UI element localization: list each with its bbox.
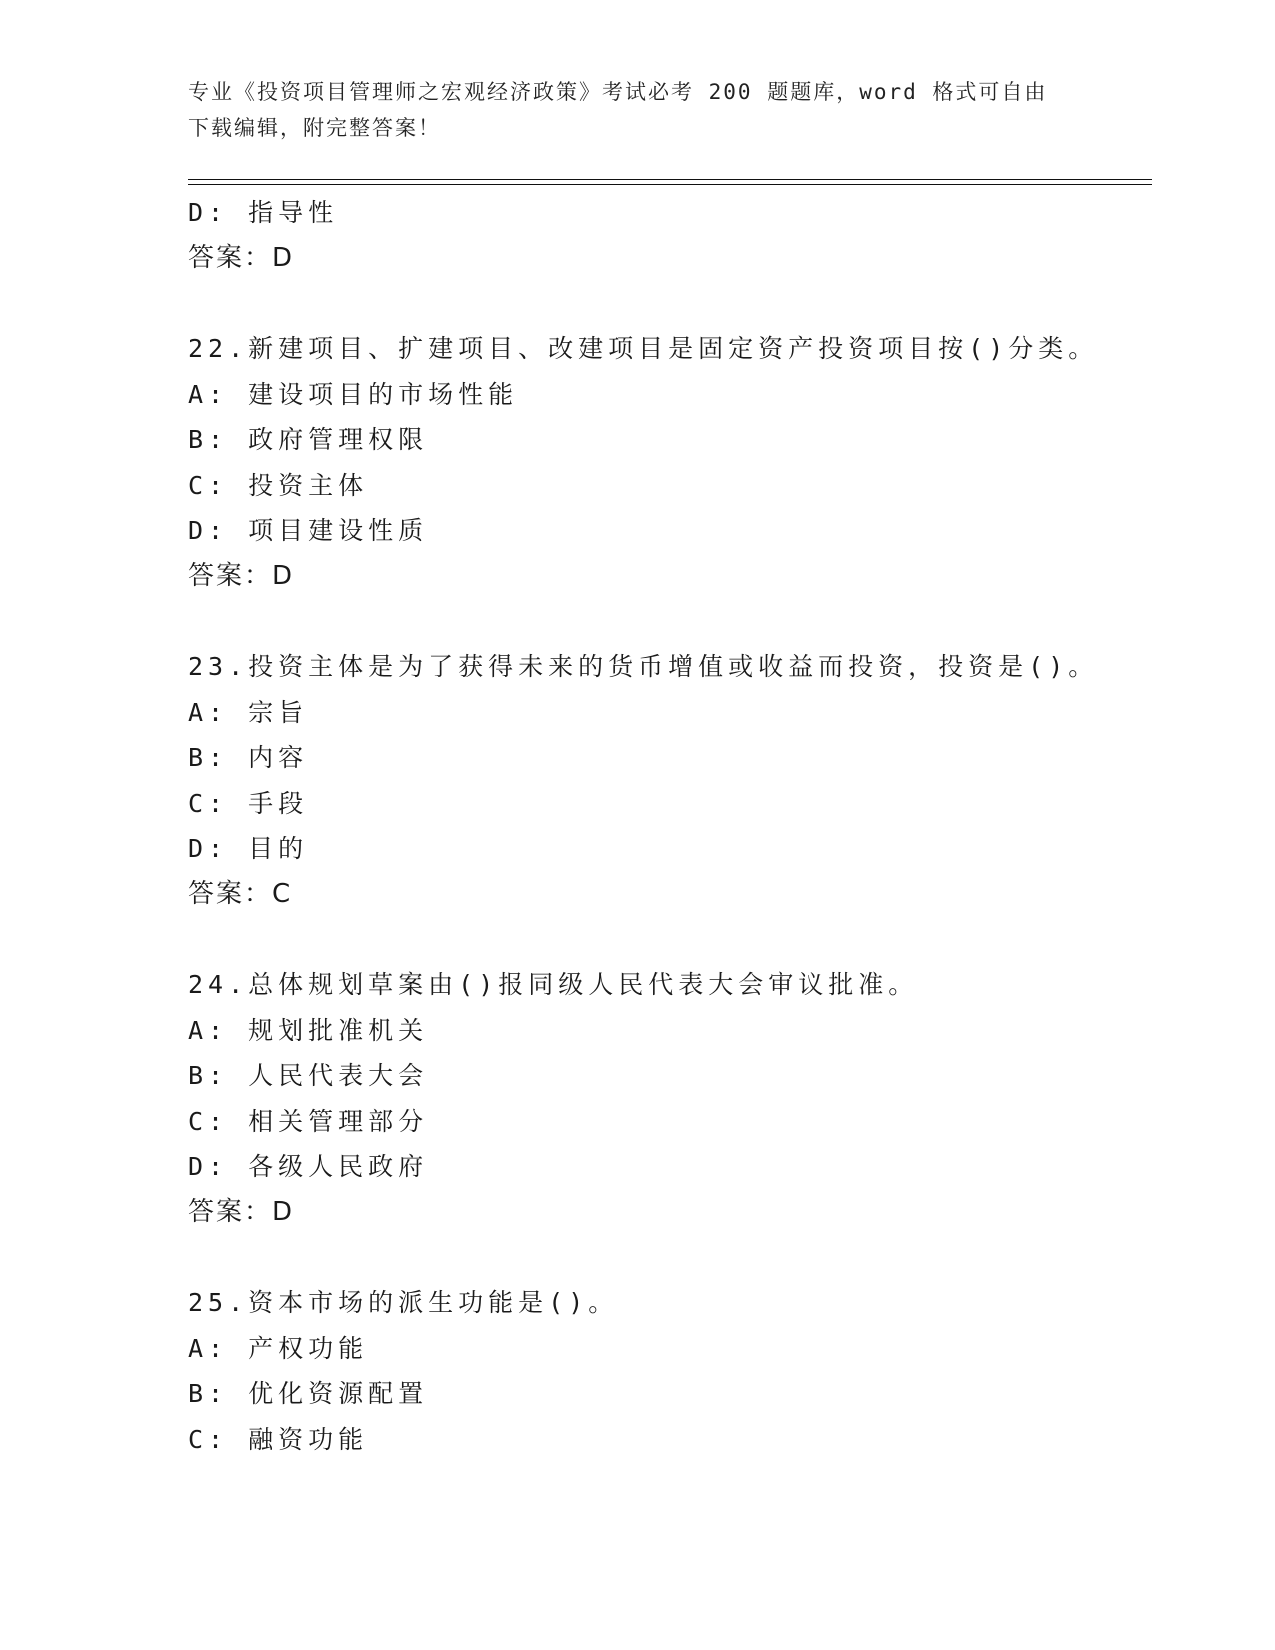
- spacer: [188, 1235, 1148, 1280]
- question-22-option-c: C: 投资主体: [188, 470, 369, 500]
- question-23-option-c: C: 手段: [188, 788, 309, 818]
- question-25-text: 25.资本市场的派生功能是()。: [188, 1288, 619, 1317]
- prev-option-d: D: 指导性: [188, 198, 339, 227]
- question-22-answer: 答案：D: [188, 560, 295, 591]
- question-25-option-a: A: 产权功能: [188, 1333, 369, 1363]
- spacer: [188, 281, 1148, 326]
- header-rule-bottom: [188, 184, 1152, 185]
- question-22-option-b: B: 政府管理权限: [188, 425, 429, 454]
- question-22-option-a: A: 建设项目的市场性能: [188, 379, 519, 409]
- question-22-option-d: D: 项目建设性质: [188, 516, 429, 545]
- question-24-option-a: A: 规划批准机关: [188, 1015, 429, 1045]
- question-24-text: 24.总体规划草案由()报同级人民代表大会审议批准。: [188, 970, 919, 999]
- question-23-option-a: A: 宗旨: [188, 697, 309, 727]
- question-25-option-b: B: 优化资源配置: [188, 1379, 429, 1408]
- question-list: [188, 190, 1148, 1462]
- header-rule-top: [188, 179, 1152, 180]
- question-24-option-c: C: 相关管理部分: [188, 1106, 429, 1136]
- document-header: [188, 74, 1088, 146]
- spacer: [188, 917, 1148, 962]
- spacer: [188, 599, 1148, 644]
- question-24-option-d: D: 各级人民政府: [188, 1152, 429, 1181]
- question-23-option-b: B: 内容: [188, 743, 309, 772]
- question-24-option-b: B: 人民代表大会: [188, 1061, 429, 1090]
- question-24-answer: 答案：D: [188, 1196, 295, 1227]
- question-23-answer: 答案：C: [188, 878, 293, 909]
- question-23-text: 23.投资主体是为了获得未来的货币增值或收益而投资，投资是()。: [188, 652, 1099, 681]
- question-23-option-d: D: 目的: [188, 834, 309, 863]
- prev-answer: 答案：D: [188, 242, 295, 273]
- header-line-1: 专业《投资项目管理师之宏观经济政策》考试必考 200 题题库，word 格式可自由: [188, 80, 1048, 104]
- question-22-text: 22.新建项目、扩建项目、改建项目是固定资产投资项目按()分类。: [188, 334, 1099, 363]
- header-line-2: 下载编辑，附完整答案！: [188, 116, 441, 140]
- question-25-option-c: C: 融资功能: [188, 1424, 369, 1454]
